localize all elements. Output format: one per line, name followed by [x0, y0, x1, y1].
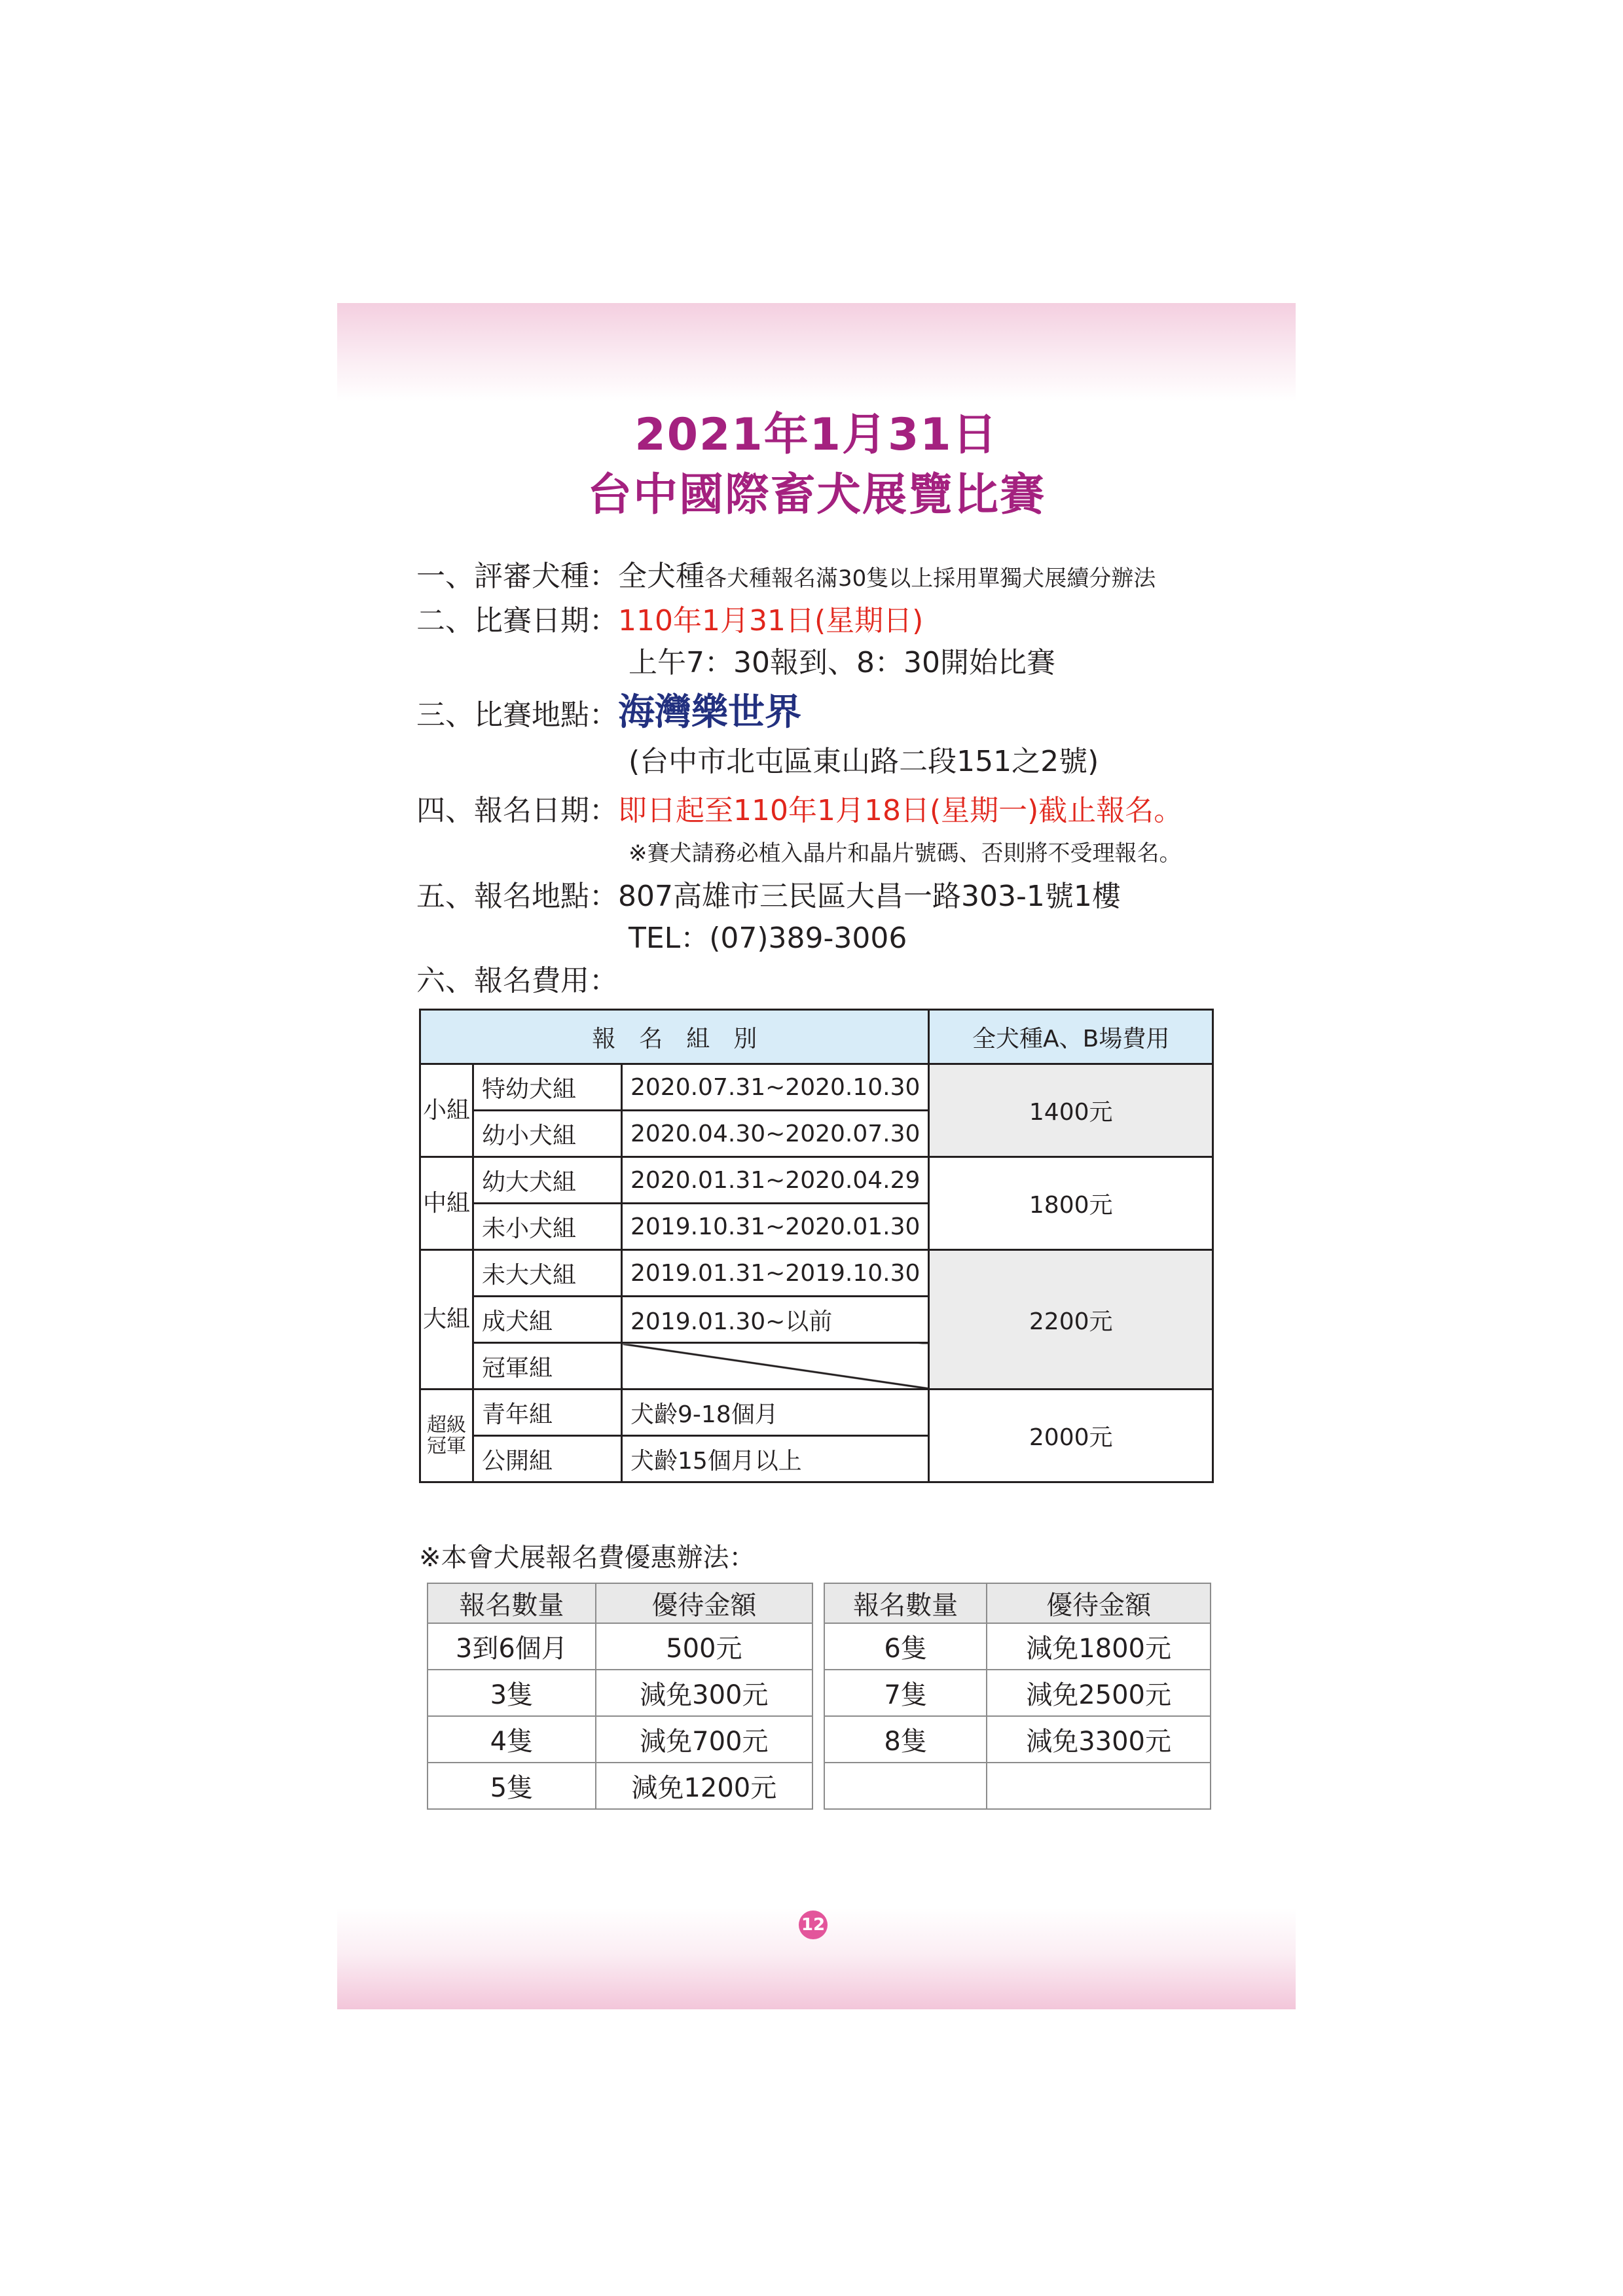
- discount-header: [824, 1583, 1211, 1623]
- page-number-badge: 12: [799, 1910, 828, 1939]
- amount-cell: 減免1200元: [596, 1763, 812, 1809]
- category-cell: 青年組: [473, 1390, 622, 1436]
- category-cell: 特幼犬組: [473, 1064, 622, 1111]
- judge-main: 全犬種: [618, 560, 704, 593]
- amount-cell: 減免700元: [596, 1716, 812, 1763]
- table-row: [824, 1670, 1211, 1716]
- table-row: [428, 1670, 812, 1716]
- range-cell: 2019.01.31~2019.10.30: [622, 1250, 929, 1297]
- header-fee: 全犬種A、B場費用: [929, 1010, 1213, 1064]
- category-cell: 未大犬組: [473, 1250, 622, 1297]
- amount-cell: 減免2500元: [987, 1670, 1211, 1716]
- event-name-title: 台中國際畜犬展覽比賽: [587, 469, 1046, 521]
- registration-place-item: [416, 877, 1121, 916]
- reg-place-label: 五、報名地點：: [416, 880, 618, 913]
- qty-cell: 3到6個月: [428, 1623, 596, 1670]
- range-cell: 犬齡9-18個月: [622, 1390, 929, 1436]
- range-cell: 2020.04.30~2020.07.30: [622, 1111, 929, 1157]
- qty-cell: 7隻: [824, 1670, 987, 1716]
- fee-small: 1400元: [929, 1064, 1213, 1157]
- category-cell: 未小犬組: [473, 1204, 622, 1250]
- table-row: [420, 1250, 1213, 1297]
- date-label: 二、比賽日期：: [416, 604, 618, 637]
- group-large: 大組: [420, 1250, 473, 1390]
- table-row: [420, 1390, 1213, 1436]
- table-row: [428, 1716, 812, 1763]
- range-cell-empty: [622, 1343, 929, 1390]
- amount-cell: 減免300元: [596, 1670, 812, 1716]
- amount-cell: 500元: [596, 1623, 812, 1670]
- col-qty: 報名數量: [428, 1583, 596, 1623]
- fee-table: [419, 1009, 1214, 1483]
- category-cell: 冠軍組: [473, 1343, 622, 1390]
- registration-note: ※賽犬請務必植入晶片和晶片號碼、否則將不受理報名。: [629, 840, 1182, 867]
- table-row: [420, 1157, 1213, 1204]
- header-group: 報 名 組 別: [420, 1010, 929, 1064]
- table-row: [420, 1064, 1213, 1111]
- table-row: [824, 1716, 1211, 1763]
- range-cell: 2020.07.31~2020.10.30: [622, 1064, 929, 1111]
- qty-cell: 5隻: [428, 1763, 596, 1809]
- qty-cell: 6隻: [824, 1623, 987, 1670]
- range-cell: 犬齡15個月以上: [622, 1436, 929, 1482]
- amount-cell: 減免1800元: [987, 1623, 1211, 1670]
- qty-cell: 3隻: [428, 1670, 596, 1716]
- group-medium: 中組: [420, 1157, 473, 1250]
- qty-cell: [824, 1763, 987, 1809]
- qty-cell: 8隻: [824, 1716, 987, 1763]
- range-cell: 2020.01.31~2020.04.29: [622, 1157, 929, 1204]
- col-amount: 優待金額: [987, 1583, 1211, 1623]
- reg-place-value: 807高雄市三民區大昌一路303-1號1樓: [618, 880, 1121, 913]
- date-detail: 上午7：30報到、8：30開始比賽: [629, 646, 1055, 679]
- discount-table-left: [427, 1583, 813, 1810]
- table-row: [824, 1763, 1211, 1809]
- discount-header: [428, 1583, 812, 1623]
- fee-table-header: [420, 1010, 1213, 1064]
- registration-date-item: [416, 791, 1182, 831]
- range-cell: 2019.10.31~2020.01.30: [622, 1204, 929, 1250]
- fee-label: 六、報名費用：: [416, 964, 618, 997]
- table-row: [428, 1763, 812, 1809]
- judge-note: 各犬種報名滿30隻以上採用單獨犬展續分辦法: [704, 565, 1156, 592]
- fee-super: 2000元: [929, 1390, 1213, 1482]
- top-pink-band: [337, 303, 1296, 401]
- fee-large: 2200元: [929, 1250, 1213, 1390]
- venue-name: 海灣樂世界: [618, 691, 801, 734]
- event-date-title: 2021年1月31日: [634, 409, 998, 461]
- range-cell: 2019.01.30~以前: [622, 1297, 929, 1343]
- discount-table-right: [824, 1583, 1211, 1810]
- group-super: 超級冠軍: [420, 1390, 473, 1482]
- category-cell: 公開組: [473, 1436, 622, 1482]
- qty-cell: 4隻: [428, 1716, 596, 1763]
- col-amount: 優待金額: [596, 1583, 812, 1623]
- venue-address: (台中市北屯區東山路二段151之2號): [629, 745, 1099, 778]
- category-cell: 幼大犬組: [473, 1157, 622, 1204]
- category-cell: 成犬組: [473, 1297, 622, 1343]
- table-row: [428, 1623, 812, 1670]
- reg-date-label: 四、報名日期：: [416, 794, 618, 827]
- category-cell: 幼小犬組: [473, 1111, 622, 1157]
- match-date-item: [416, 601, 923, 641]
- judge-label: 一、評審犬種：: [416, 560, 618, 593]
- discount-title: ※本會犬展報名費優惠辦法：: [419, 1543, 756, 1573]
- reg-date-value: 即日起至110年1月18日(星期一)截止報名。: [618, 794, 1183, 827]
- venue-label: 三、比賽地點：: [416, 698, 618, 732]
- date-value: 110年1月31日(星期日): [618, 604, 924, 637]
- venue-item: [416, 693, 801, 735]
- registration-tel: TEL：(07)389-3006: [629, 922, 907, 955]
- table-row: [824, 1623, 1211, 1670]
- fee-medium: 1800元: [929, 1157, 1213, 1250]
- col-qty: 報名數量: [824, 1583, 987, 1623]
- group-small: 小組: [420, 1064, 473, 1157]
- amount-cell: 減免3300元: [987, 1716, 1211, 1763]
- judge-breed-item: [416, 557, 1156, 598]
- amount-cell: [987, 1763, 1211, 1809]
